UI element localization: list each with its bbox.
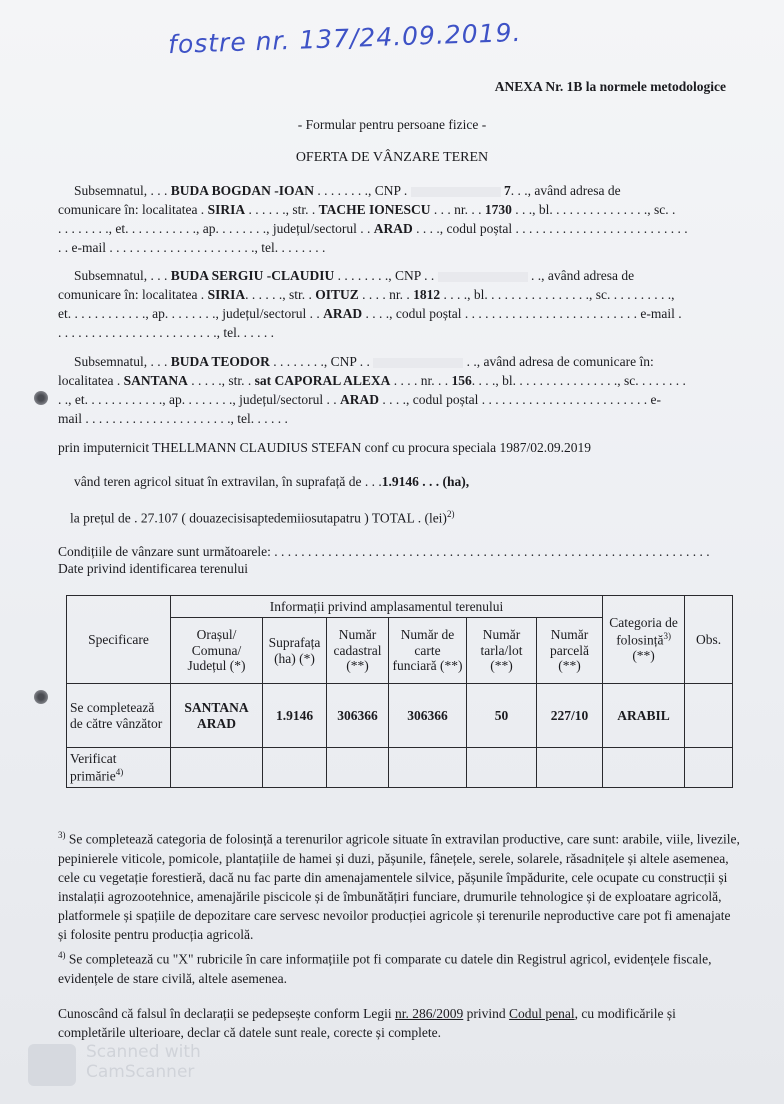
seller-name: BUDA TEODOR: [170, 354, 270, 369]
cell-empty: [171, 748, 263, 788]
cell-empty: [263, 748, 327, 788]
law-reference: nr. 286/2009: [395, 1006, 464, 1021]
header-area: Suprafața (ha) (*): [263, 618, 327, 684]
seller-name: BUDA SERGIU -CLAUDIU: [170, 268, 335, 283]
price-line: la prețul de . 27.107 ( douazecisisaptedemiiosutapatru ) TOTAL . (lei)$^{2)}$: [70, 509, 455, 526]
cell-area: 1.9146: [263, 684, 327, 748]
header-carte-funciara: Număr de carte funciară (**): [389, 618, 467, 684]
cell-obs: [685, 684, 733, 748]
cell-empty: [603, 748, 685, 788]
cell-empty: [685, 748, 733, 788]
form-subtitle: - Formular pentru persoane fizice -: [297, 117, 487, 132]
footnote-4: $^{4)}$ Se completează cu "X" rubricile în care informațiile pot fi comparate cu datele din Registrul agricol, evidențele fiscale, evidențele de stare civilă, altele asemenea.: [58, 950, 712, 986]
cell-empty: [327, 748, 389, 788]
scanner-watermark: Scanned with CamScanner: [86, 1042, 201, 1082]
cell-city: SANTANA ARAD: [171, 684, 263, 748]
declaration-statement: Cunoscând că falsul în declarații se pedepsește conform Legii nr. 286/2009 privind Codul penal, cu modificările și completările ulterioare, declar că datele sunt reale, corecte și complete.: [58, 1006, 676, 1040]
row-label-seller: Se completează de către vânzător: [67, 684, 171, 748]
document-page: fostre nr. 137/24.09.2019. ANEXA Nr. 1B la normele metodologice - Formular pentru persoane fizice - OFERTA DE VÂNZARE TEREN Subsemnatul, . . . BUDA BOGDAN -IOAN . . . . . . . ., CNP . 7. . ., având adresa de comunicare în: localitatea . SIRIA . . . . . ., str. . TACHE IONESCU . . . nr. . . 1730 . . ., bl. . . . . . . . . . . . . . ., sc. . . . . . . . . ., et. . . . . . . . . . ., ap. . . . . . . ., județul/sectorul . . ARAD . . . ., codul poștal . . . . . . . . . . . . . . . . . . . . . . . . . . . . e-mail . . . . . . . . . . . . . . . . . . . . . ., tel. . . . . . . . Subsemnatul, . . . BUDA SERGIU -CLAUDIU . . . . . . . ., CNP . . . ., având adresa de comunicare în: localitatea . SIRIA. . . . . ., str. . OITUZ . . . . nr. . 1812 . . . ., bl. . . . . . . . . . . . . . . ., sc. . . . . . . . . ., et. . . . . . . . . . . ., ap. . . . . . . ., județul/sectorul . . ARAD . . . ., codul poștal . . . . . . . . . . . . . . . . . . . . . . . . . . e-mail . . . . . . . . . . . . . . . . . . . . . . . . ., tel. . . . . . Subsemnatul, . . . BUDA TEODOR . . . . . . . ., CNP . . . ., având adresa de comunicare în: localitatea . SANTANA . . . . ., str. . sat CAPORAL ALEXA . . . . nr. . . 156. . . ., bl. . . . . . . . . . . . . . . ., sc. . . . . . . . . ., et. . . . . . . . . . . ., ap. . . . . . . ., județul/sectorul . . ARAD . . . ., codul poștal . . . . . . . . . . . . . . . . . . . . . . . . . e- mail . . . . . . . . . . . . . . . . . . . . . ., tel. . . . . . prin imputernicit THELLMANN CLAUDIUS STEFAN conf cu procura speciala 1987/02.09.2019 vând teren agricol situat în extravilan, în suprafață de . . .1.9146 . . . (ha), la prețul de . 27.107 ( douazecisisaptedemiiosutapatru ) TOTAL . (lei)$^{2)}$ Condițiile de vânzare sunt următoarele: . . . . . . . . . . . . . . . . . . . . . . . . . . . . . . . . . . . . . . . . . . . . . . . . . . . . . . . . . . . . . . . . . Date privind identificarea terenului Specificare Informații privind amplasamentul terenului Categoria de folosință$^{3)}$ (**) Obs. Orașul/ Comuna/ Județul (*) Suprafața (ha) (*) Număr cadastral (**) Număr de carte funciară (**) Număr tarla/lot (**) Număr parcelă (**) Se completează de către vânzător SANTANA ARAD 1.9146 306366 306366 50 227/10 ARABIL Verificat primărie$^{4)}$ $^{3)}$ Se completează categoria de folosință a terenurilor agricole situate în extravilan productive, care sunt: arabile, viile, livezile, pepinierele viticole, pomicole, plantațiile de hamei și duzi, pășunile, fânețele, serele, solarele, răsadnițele și altele asemenea, cele cu vegetație forestieră, dacă nu fac parte din amenajamentele silvice, pășunile împădurite, cele ocupate cu construcții și instalații agrozootehnice, amenajările piscicole și de îmbunătățiri funciare, drumurile tehnologice și de exploatare agricolă, platformele și spațiile de depozitare care servesc nevoilor producției agricole și terenurile neproductive care pot fi amenajate și folosite pentru producția agricolă. $^{4)}$ Se completează cu "X" rubricile în care informațiile pot fi comparate cu datele din Registrul agricol, evidențele fiscale, evidențele de stare civilă, altele asemenea. Cunoscând că falsul în declarații se pedepsește conform Legii nr. 286/2009 privind Codul penal, cu modificările și completările ulterioare, declar că datele sunt reale, corecte și complete. Scanned with CamScanner: [0, 0, 784, 1104]
header-tarla: Număr tarla/lot (**): [467, 618, 537, 684]
conditions-line: Condițiile de vânzare sunt următoarele: . . . . . . . . . . . . . . . . . . . . . . . . . . . . . . . . . . . . . . . . . . . . . . . . . . . . . . . . . . . . . . . . .: [58, 544, 710, 559]
header-cadastral: Număr cadastral (**): [327, 618, 389, 684]
sale-area: 1.9146: [381, 474, 419, 489]
redacted-cnp: [373, 358, 463, 368]
cell-empty: [537, 748, 603, 788]
annex-title: ANEXA Nr. 1B la normele metodologice: [494, 79, 726, 94]
header-specificare: Specificare: [67, 596, 171, 684]
row-label-verified: Verificat primărie$^{4)}$: [67, 748, 171, 788]
header-city: Orașul/ Comuna/ Județul (*): [171, 618, 263, 684]
sale-line: vând teren agricol situat în extravilan, în suprafață de . . .1.9146 . . . (ha),: [74, 474, 470, 489]
cell-empty: [467, 748, 537, 788]
proxy-line: prin imputernicit THELLMANN CLAUDIUS STEFAN conf cu procura speciala 1987/02.09.2019: [58, 440, 592, 455]
punch-hole-icon: [34, 391, 48, 405]
seller-name: BUDA BOGDAN -IOAN: [170, 183, 315, 198]
header-obs: Obs.: [685, 596, 733, 684]
table-row: [67, 684, 733, 748]
offer-title: OFERTA DE VÂNZARE TEREN: [295, 150, 489, 165]
penal-code-reference: Codul penal: [509, 1006, 575, 1021]
redacted-cnp: [411, 187, 501, 197]
land-identification-table: [66, 595, 733, 788]
punch-hole-icon: [34, 690, 48, 704]
identification-title: Date privind identificarea terenului: [58, 561, 249, 576]
header-parcela: Număr parcelă (**): [537, 618, 603, 684]
table-row: [67, 748, 733, 788]
footnote-3: $^{3)}$ Se completează categoria de folosință a terenurilor agricole situate în extravilan productive, care sunt: arabile, viile, livezile, pepinierele viticole, pomicole, plantațiile de hamei și duzi, pășunile, fânețele, serele, solarele, răsadnițele și altele asemenea, cele cu vegetație forestieră, dacă nu fac parte din amenajamentele silvice, pășunile împădurite, cele ocupate cu construcții și instalații agrozootehnice, amenajările piscicole și de îmbunătățiri funciare, drumurile tehnologice și de exploatare agricolă, platformele și spațiile de depozitare care servesc nevoilor producției agricole și terenurile neproductive care pot fi amenajate și folosite pentru producția agricolă.: [58, 830, 740, 942]
camscanner-logo-icon: [28, 1044, 76, 1086]
cell-parcela: 227/10: [537, 684, 603, 748]
cell-empty: [389, 748, 467, 788]
redacted-cnp: [438, 272, 528, 282]
handwritten-registration-note: fostre nr. 137/24.09.2019.: [167, 17, 522, 60]
cell-category: ARABIL: [603, 684, 685, 748]
header-location-group: Informații privind amplasamentul terenului: [171, 596, 603, 618]
cell-tarla: 50: [467, 684, 537, 748]
cell-carte-funciara: 306366: [389, 684, 467, 748]
cell-cadastral: 306366: [327, 684, 389, 748]
header-category: Categoria de folosință$^{3)}$ (**): [603, 596, 685, 684]
